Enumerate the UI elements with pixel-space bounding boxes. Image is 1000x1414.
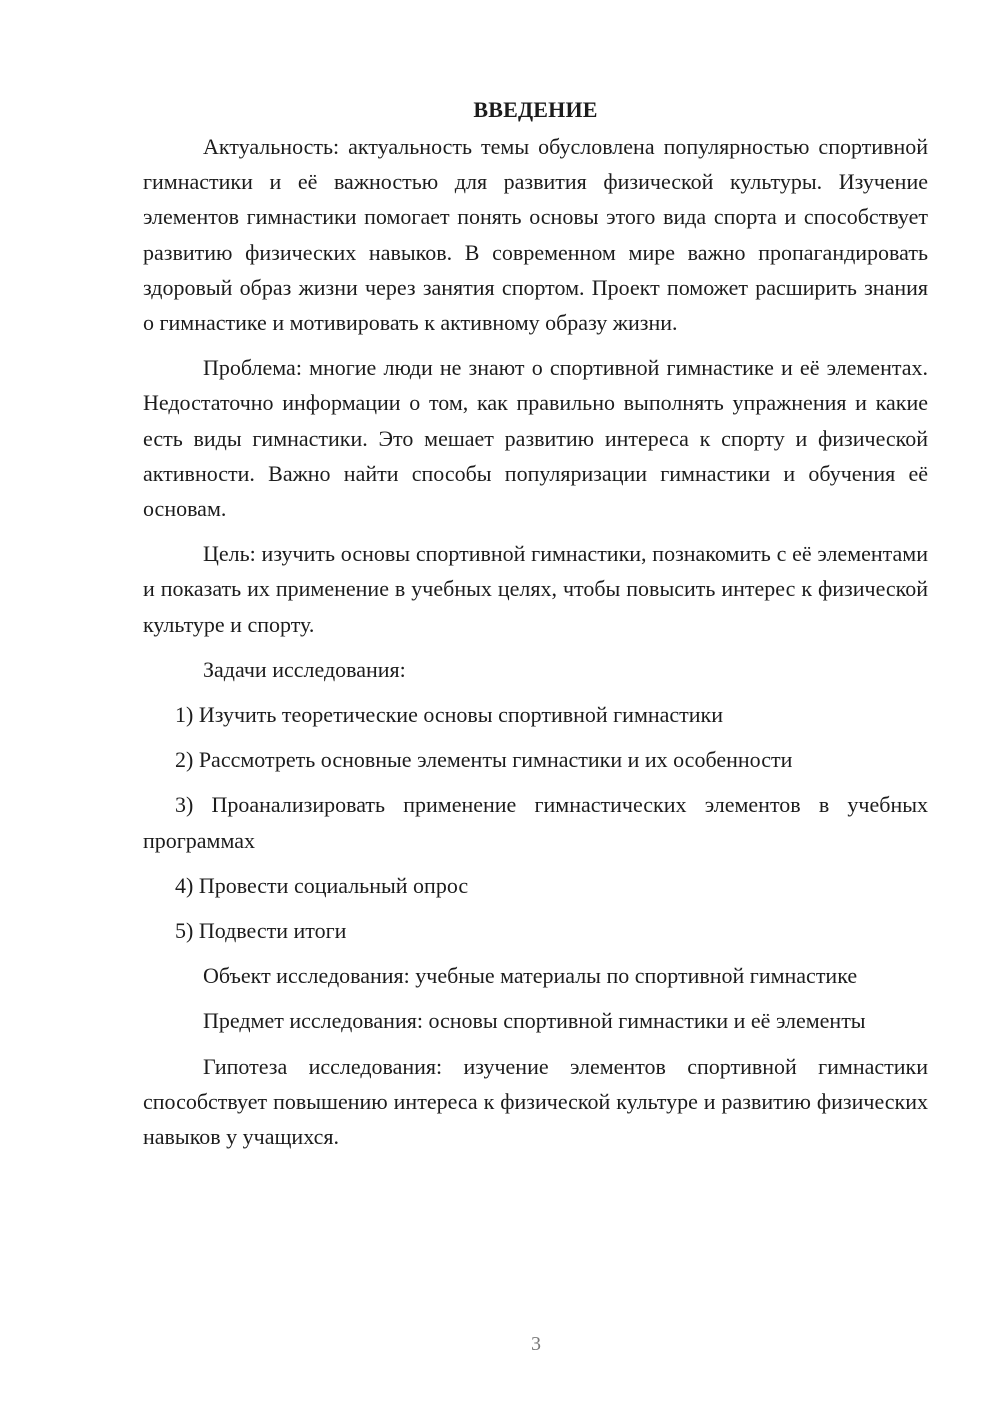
relevance-paragraph: Актуальность: актуальность темы обусловлена популярностью спортивной гимнастики и её важностью для развития физической культуры. Изучение элементов гимнастики помогает понять основы этого вида спорта и способствует развитию физических навыков. В современном мире важно пропагандировать здоровый образ жизни через занятия спортом. Проект поможет расширить знания о гимнастике и мотивировать к активному образу жизни. xyxy=(143,134,928,336)
task-item-4: 4) Провести социальный опрос xyxy=(175,872,469,898)
task-item-3: 3) Проанализировать применение гимнастических элементов в учебных программах xyxy=(143,792,928,853)
object-paragraph: Объект исследования: учебные материалы по спортивной гимнастике xyxy=(203,963,858,989)
task-item-1: 1) Изучить теоретические основы спортивной гимнастики xyxy=(175,702,724,728)
document-page xyxy=(143,92,928,1164)
task-item-5: 5) Подвести итоги xyxy=(175,918,347,944)
problem-paragraph: Проблема: многие люди не знают о спортивной гимнастике и её элементах. Недостаточно информации о том, как правильно выполнять упражнения и какие есть виды гимнастики. Это мешает развитию интереса к спорту и физической активности. Важно найти способы популяризации гимнастики и обучения её основам. xyxy=(143,355,928,522)
subject-paragraph: Предмет исследования: основы спортивной гимнастики и её элементы xyxy=(203,1008,866,1034)
page-number: 3 xyxy=(531,1333,541,1355)
hypothesis-paragraph: Гипотеза исследования: изучение элементов спортивной гимнастики способствует повышению интереса к физической культуре и развитию физических навыков у учащихся. xyxy=(143,1053,928,1150)
tasks-heading: Задачи исследования: xyxy=(203,656,406,682)
goal-paragraph: Цель: изучить основы спортивной гимнастики, познакомить с её элементами и показать их применение в учебных целях, чтобы повысить интерес к физической культуре и спорту. xyxy=(143,541,928,637)
task-item-2: 2) Рассмотреть основные элементы гимнастики и их особенности xyxy=(175,747,793,773)
page-heading: ВВЕДЕНИЕ xyxy=(473,97,598,122)
